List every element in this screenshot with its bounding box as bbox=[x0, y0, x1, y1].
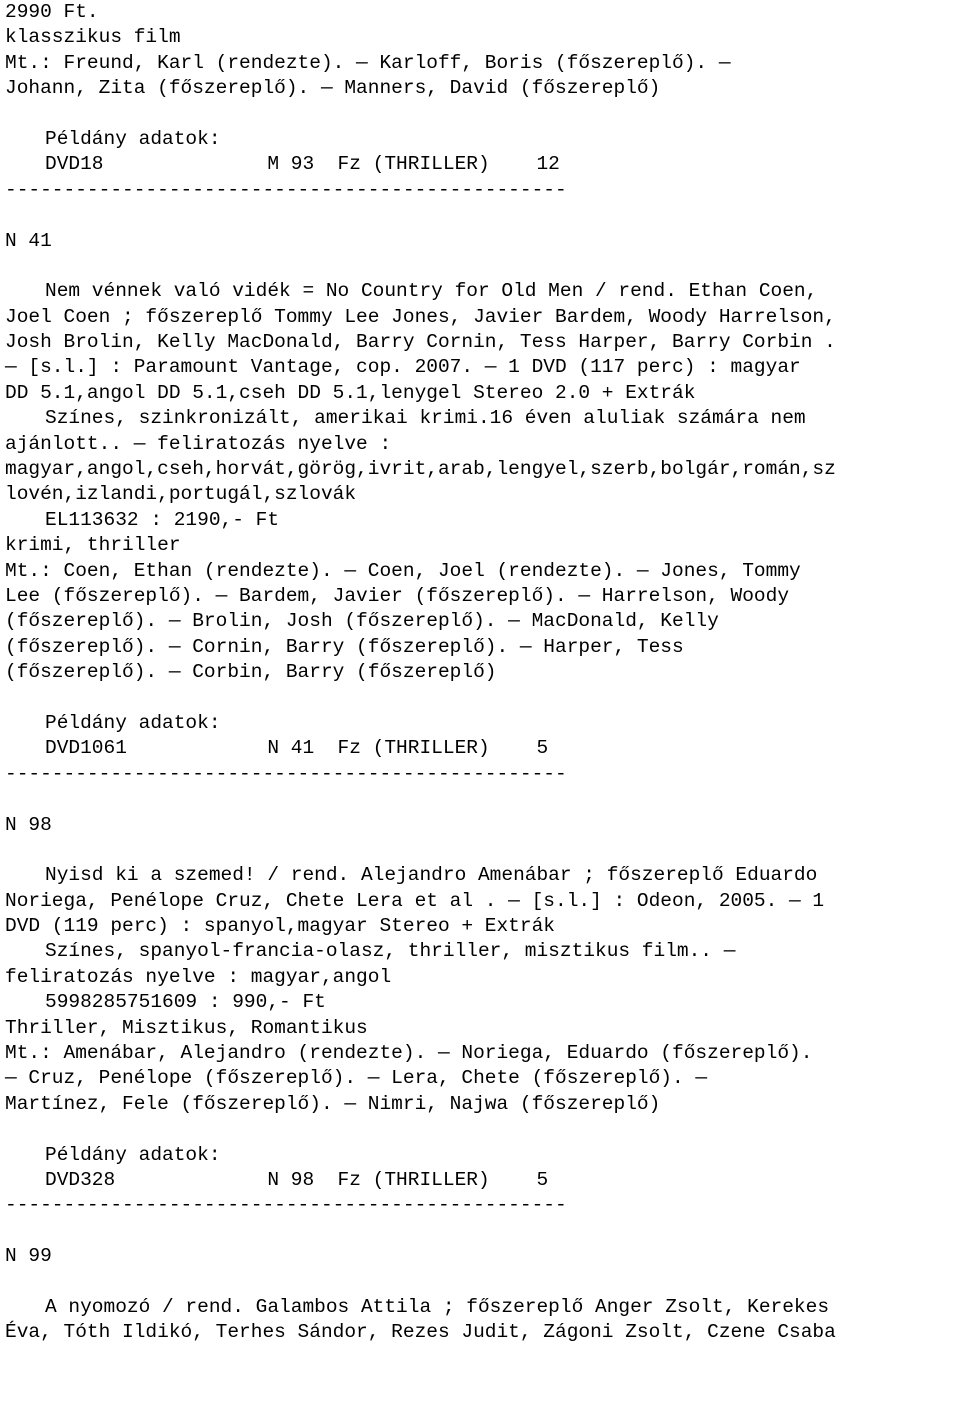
text-line: DD 5.1,angol DD 5.1,cseh DD 5.1,lenygel Stereo 2.0 + Extrák bbox=[5, 381, 696, 404]
text-line: Színes, szinkronizált, amerikai krimi.16 éven aluliak számára nem bbox=[45, 407, 806, 430]
blank-line bbox=[5, 686, 960, 711]
blank-line bbox=[5, 203, 960, 228]
text-line: Mt.: Freund, Karl (rendezte). — Karloff, Boris (főszereplő). — bbox=[5, 51, 731, 74]
text-line: EL113632 : 2190,- Ft bbox=[45, 508, 280, 531]
text-line: ajánlott.. — feliratozás nyelve : bbox=[5, 432, 392, 455]
catalog-document bbox=[5, 0, 960, 1346]
text-line: 2990 Ft. bbox=[5, 1, 99, 23]
text-line: klasszikus film bbox=[5, 26, 181, 49]
text-line: DVD (119 perc) : spanyol,magyar Stereo + Extrák bbox=[5, 915, 555, 938]
text-line: Nyisd ki a szemed! / rend. Alejandro Amenábar ; főszereplő Eduardo bbox=[45, 864, 818, 887]
text-line: Példány adatok: bbox=[45, 711, 221, 734]
text-line: N 98 bbox=[5, 813, 52, 836]
text-line: magyar,angol,cseh,horvát,görög,ivrit,arab,lengyel,szerb,bolgár,román,sz bbox=[5, 458, 836, 481]
blank-line bbox=[5, 254, 960, 279]
text-line: ------------------------------------------------ bbox=[5, 1194, 567, 1217]
blank-line bbox=[5, 787, 960, 812]
text-line: Mt.: Amenábar, Alejandro (rendezte). — Noriega, Eduardo (főszereplő). bbox=[5, 1042, 813, 1065]
text-line: Thriller, Misztikus, Romantikus bbox=[5, 1016, 368, 1039]
text-line: DVD1061 N 41 Fz (THRILLER) 5 bbox=[45, 737, 549, 760]
text-line: Noriega, Penélope Cruz, Chete Lera et al . — [s.l.] : Odeon, 2005. — 1 bbox=[5, 889, 825, 912]
text-line: A nyomozó / rend. Galambos Attila ; főszereplő Anger Zsolt, Kerekes bbox=[45, 1295, 830, 1318]
text-line: (főszereplő). — Cornin, Barry (főszereplő). — Harper, Tess bbox=[5, 635, 684, 658]
text-line: Színes, spanyol-francia-olasz, thriller, misztikus film.. — bbox=[45, 940, 736, 963]
text-line: Példány adatok: bbox=[45, 1143, 221, 1166]
blank-line bbox=[5, 1270, 960, 1295]
text-line: N 41 bbox=[5, 229, 52, 252]
text-line: Nem vénnek való vidék = No Country for Old Men / rend. Ethan Coen, bbox=[45, 280, 818, 303]
blank-line bbox=[5, 102, 960, 127]
text-line: ------------------------------------------------ bbox=[5, 762, 567, 785]
text-line: feliratozás nyelve : magyar,angol bbox=[5, 965, 392, 988]
text-line: ------------------------------------------------ bbox=[5, 178, 567, 201]
blank-line bbox=[5, 1117, 960, 1142]
text-line: — [s.l.] : Paramount Vantage, cop. 2007. — 1 DVD (117 perc) : magyar bbox=[5, 356, 801, 379]
blank-line bbox=[5, 1219, 960, 1244]
text-line: Éva, Tóth Ildikó, Terhes Sándor, Rezes Judit, Zágoni Zsolt, Czene Csaba bbox=[5, 1321, 836, 1344]
text-line: krimi, thriller bbox=[5, 534, 181, 557]
text-line: (főszereplő). — Brolin, Josh (főszereplő). — MacDonald, Kelly bbox=[5, 610, 719, 633]
text-line: Lee (főszereplő). — Bardem, Javier (főszereplő). — Harrelson, Woody bbox=[5, 584, 790, 607]
text-line: Martínez, Fele (főszereplő). — Nimri, Najwa (főszereplő) bbox=[5, 1092, 661, 1115]
text-line: (főszereplő). — Corbin, Barry (főszereplő) bbox=[5, 661, 497, 684]
text-line: Joel Coen ; főszereplő Tommy Lee Jones, Javier Bardem, Woody Harrelson, bbox=[5, 305, 836, 328]
text-line: lovén,izlandi,portugál,szlovák bbox=[5, 483, 357, 506]
text-line: Josh Brolin, Kelly MacDonald, Barry Cornin, Tess Harper, Barry Corbin . bbox=[5, 331, 836, 354]
text-line: 5998285751609 : 990,- Ft bbox=[45, 991, 326, 1014]
text-line: Példány adatok: bbox=[45, 127, 221, 150]
text-line: — Cruz, Penélope (főszereplő). — Lera, Chete (főszereplő). — bbox=[5, 1067, 708, 1090]
text-line: N 99 bbox=[5, 1245, 52, 1268]
text-line: DVD18 M 93 Fz (THRILLER) 12 bbox=[45, 153, 560, 176]
blank-line bbox=[5, 838, 960, 863]
text-line: DVD328 N 98 Fz (THRILLER) 5 bbox=[45, 1168, 549, 1191]
text-line: Mt.: Coen, Ethan (rendezte). — Coen, Joel (rendezte). — Jones, Tommy bbox=[5, 559, 801, 582]
text-line: Johann, Zita (főszereplő). — Manners, David (főszereplő) bbox=[5, 77, 661, 100]
